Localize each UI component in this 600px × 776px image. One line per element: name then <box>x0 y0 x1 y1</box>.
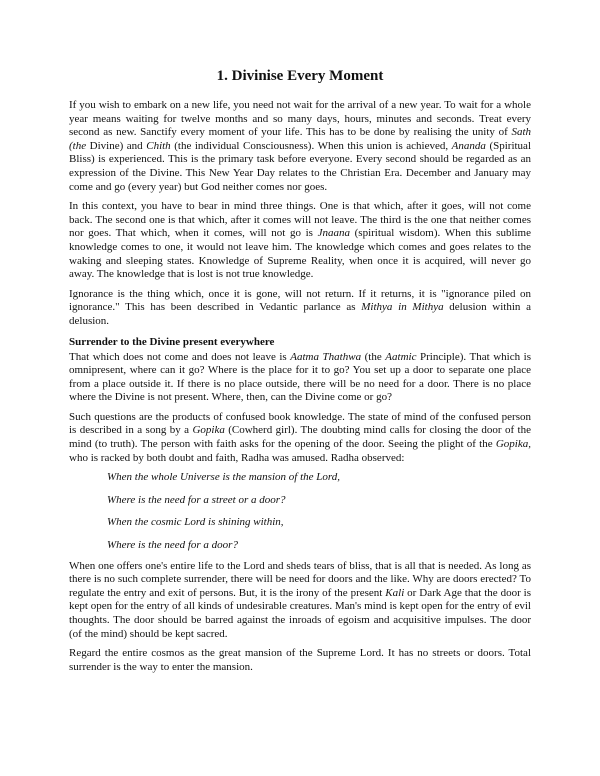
verse-block <box>107 471 531 552</box>
page-title: 1. Divinise Every Moment <box>216 68 384 84</box>
italic-term: Jnaana <box>317 227 350 240</box>
paragraph-7: Regard the entire cosmos as the great mansion of the Supreme Lord. It has no streets or doors. Total surrender is the way to enter the mansion. <box>69 647 531 673</box>
paragraph-1: If you wish to embark on a new life, you need not wait for the arrival of a new year. To wait for a whole year means waiting for twelve months and so many days, hours, minutes and seconds. Treat every second as new. Sanctify every moment of your life. This has to be done by realising the unity of Sath (the Divine) and Chith (the individual Consciousness). When this union is achieved, Ananda (Spiritual Bliss) is experienced. This is the primary task before everyone. Every second should be regarded as an expression of the Divine. This New Year Day relates to the Christian Era. December and January may come and go (every year) but God neither comes nor goes. <box>69 99 532 193</box>
italic-term: Chith <box>146 139 171 152</box>
verse-line: When the whole Universe is the mansion of the Lord, <box>107 471 341 484</box>
italic-term: Kali <box>385 586 405 599</box>
italic-term: Ananda <box>451 139 486 152</box>
italic-term: Aatma Thathwa <box>290 350 362 363</box>
verse-line: Where is the need for a street or a door? <box>107 493 286 506</box>
paragraph-5: Such questions are the products of confused book knowledge. The state of mind of the confused person is described in a song by a Gopika (Cowherd girl). The doubting mind calls for closing the door of the mind (to truth). The person with faith asks for the opening of the door. Seeing the plight of the Gopika, who is racked by both doubt and faith, Radha was amused. Radha observed: <box>69 410 531 464</box>
italic-term: Sath (the <box>69 126 531 152</box>
verse-line: When the cosmic Lord is shining within, <box>107 516 284 529</box>
document-page <box>69 0 531 674</box>
section-heading: Surrender to the Divine present everywhere <box>69 335 275 348</box>
italic-term: Mithya in Mithya <box>361 301 444 314</box>
italic-term: Gopika, <box>495 438 531 451</box>
paragraph-4: That which does not come and does not leave is Aatma Thathwa (the Aatmic Principle). That which is omnipresent, where can it go? Where is the place for it to go? You set up a door to separate one place from a place outside it. If there is no place outside, there will be no need for a door. There is no place where the Divine is not present. Where, then, can the Divine come or go? <box>69 350 531 404</box>
italic-term: Aatmic <box>385 350 417 363</box>
verse-line: Where is the need for a door? <box>107 539 238 552</box>
paragraph-3: Ignorance is the thing which, once it is gone, will not return. If it returns, it is "ignorance piled on ignorance." This has been described in Vedantic parlance as Mithya in Mithya delusion within a delusion. <box>69 287 532 327</box>
paragraph-6: When one offers one's entire life to the Lord and sheds tears of bliss, that is all that is needed. As long as there is no such complete surrender, there will be need for doors and the like. Why are doors erected? To regulate the entry and exit of persons. But, it is the irony of the present Kali or Dark Age that the door is kept open for the entry of all kinds of undesirable creatures. Man's mind is kept open for the entry of evil thoughts. The door should be barred against the inroads of egoism and acquisitive impulses. The door (of the mind) should be kept sacred. <box>69 559 531 640</box>
paragraph-2: In this context, you have to bear in mind three things. One is that which, after it goes, will not come back. The second one is that which, after it comes will not leave. The third is the one that neither comes nor goes. That which, when it comes, will not go is Jnaana (spiritual wisdom). When this sublime knowledge comes to one, it would not leave him. The knowledge which comes and goes relates to the waking and sleeping states. Knowledge of Supreme Reality, when once it is acquired, will never go away. The knowledge that is lost is not true knowledge. <box>69 200 531 281</box>
italic-term: Gopika <box>192 424 225 437</box>
